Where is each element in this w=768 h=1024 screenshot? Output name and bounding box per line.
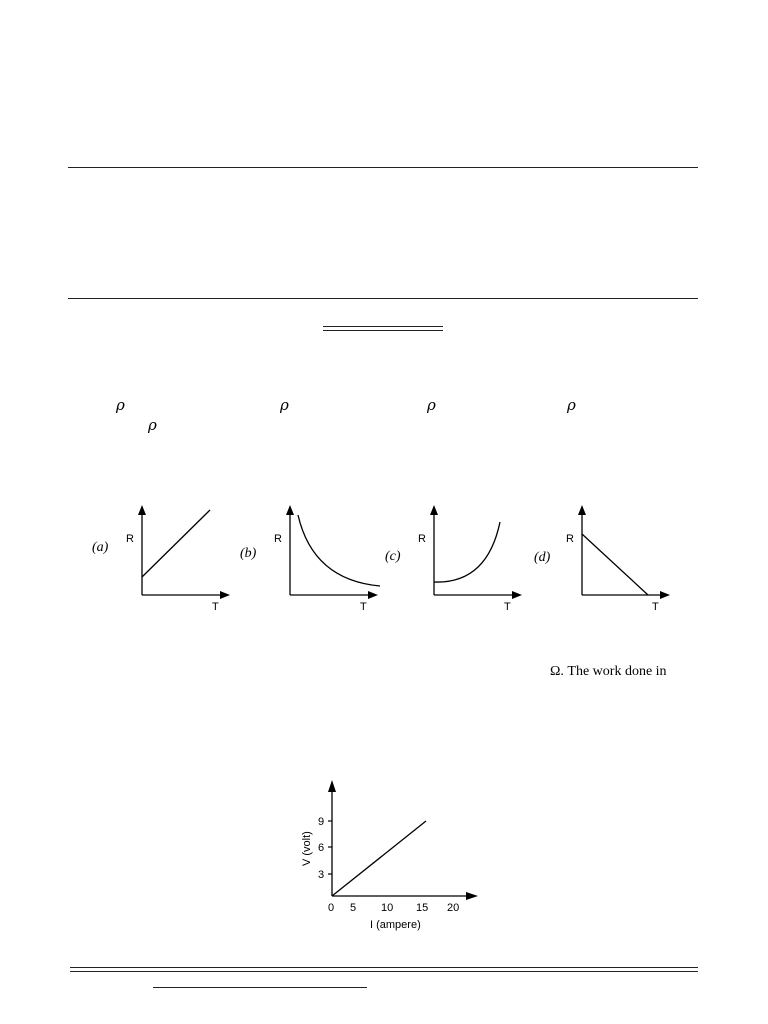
footer-short-rule [153,987,367,988]
rho-symbol-5: ρ [148,416,157,434]
vi-ylabel: V (volt) [301,831,313,866]
graph-a [110,500,240,615]
graph-c-ylabel: R [418,533,426,545]
graph-c-curve [434,522,500,582]
rho-symbol-1: ρ [116,396,125,414]
rho-symbol-4: ρ [567,396,576,414]
vi-ytick-6: 6 [318,842,325,854]
graph-b-curve [298,515,380,586]
option-c-label: (c) [385,549,401,564]
rho-symbol-2: ρ [280,396,289,414]
graph-d-curve [582,534,648,595]
vi-xtick-15: 15 [416,902,429,914]
vi-xtick-0: 0 [328,902,335,914]
graph-a-xlabel: T [212,601,219,613]
vi-xtick-10: 10 [381,902,394,914]
vi-ytick-3: 3 [318,869,325,881]
top-rule-1 [68,167,698,168]
footer-double-rule [70,967,698,972]
graph-b-xlabel: T [360,601,367,613]
graph-b [258,500,388,615]
option-a-label: (a) [92,540,109,555]
vi-graph [290,772,490,942]
option-d-label: (d) [534,550,551,565]
vi-xtick-5: 5 [350,902,357,914]
vi-xlabel: I (ampere) [370,919,421,931]
vi-xtick-20: 20 [447,902,460,914]
title-underline [323,326,443,331]
option-b-label: (b) [240,546,257,561]
vi-ytick-9: 9 [318,816,325,828]
graph-a-curve [142,510,210,577]
graph-c-xlabel: T [504,601,511,613]
question-fragment: Ω. The work done in [550,664,667,679]
graph-d-ylabel: R [566,533,574,545]
graph-d-xlabel: T [652,601,659,613]
graph-d [550,500,680,615]
top-rule-2 [68,298,698,299]
graph-a-ylabel: R [126,533,134,545]
vi-line [332,821,426,896]
rho-symbol-3: ρ [427,396,436,414]
graph-b-ylabel: R [274,533,282,545]
graph-c [402,500,532,615]
